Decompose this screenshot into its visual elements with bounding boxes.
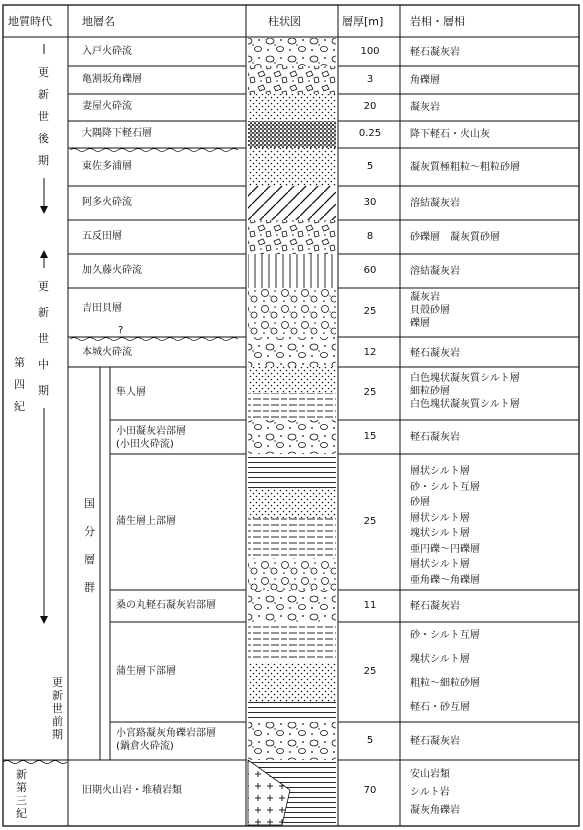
lithology-text: 軽石凝灰岩 [410,432,460,443]
lithology-text: 凝灰岩 貝殻砂層 礫層 [410,292,450,329]
period-middle-pleistocene: 更 新 世 中 期 [38,280,49,397]
formation-name: 蒲生層上部層 [116,516,176,527]
lithology-text: 白色塊状凝灰質シルト層 細粒砂層 白色塊状凝灰質シルト層 [410,373,520,410]
lithology-text: 角礫層 [410,75,440,86]
lithology-text: 凝灰質極粗粒～粗粒砂層 [410,162,520,173]
thickness-value: 25 [363,516,377,527]
thickness-value: 0.25 [358,128,382,139]
thickness-value: 100 [360,46,380,57]
formation-name: 桑の丸軽石凝灰岩部層 [116,600,216,611]
thickness-value: 70 [363,785,377,796]
lithology-column-patterns [248,38,336,825]
lithology-text: 軽石凝灰岩 [410,47,460,58]
thickness-value: 3 [366,74,374,85]
lithology-text: 軽石凝灰岩 [410,736,460,747]
thickness-value: 15 [363,431,377,442]
thickness-value: 25 [363,306,377,317]
formation-name: 加久藤火砕流 [82,265,142,276]
lithology-text: 溶結凝灰岩 [410,266,460,277]
formation-name: 亀割坂角礫層 [82,74,142,85]
lithology-text: 降下軽石・火山灰 [410,129,490,140]
lithology-text: 軽石凝灰岩 [410,348,460,359]
thickness-value: 25 [363,387,377,398]
thickness-value: 12 [363,347,377,358]
thickness-value: 30 [363,197,377,208]
thickness-value: 5 [366,735,374,746]
lithology-text: 溶結凝灰岩 [410,198,460,209]
header-thickness: 層厚[m] [342,15,384,28]
lithology-text: 砂礫層 凝灰質砂層 [410,232,500,243]
formation-name: 東佐多浦層 [82,161,132,172]
formation-name: 五反田層 [82,231,122,242]
period-quaternary: 第 四 紀 [14,356,25,413]
period-early-pleistocene: 更 新 世 前 期 [52,676,63,741]
lithology-text: 凝灰岩 [410,102,440,113]
formation-name: 旧期火山岩・堆積岩類 [82,785,182,796]
lithology-text: 軽石凝灰岩 [410,601,460,612]
kokubu-group-label: 国 分 層 群 [84,497,95,594]
formation-name: 隼人層 [116,387,146,398]
period-late-pleistocene: 更 新 世 後 期 [38,66,49,167]
thickness-value: 5 [366,161,374,172]
thickness-value: 8 [366,231,374,242]
thickness-value: 25 [363,666,377,677]
uncertainty-mark: ? [118,325,124,336]
thickness-value: 60 [363,265,377,276]
period-tertiary: 新 第 三 紀 [16,768,27,820]
header-formation: 地層名 [82,15,115,28]
formation-name: 本城火砕流 [82,347,132,358]
formation-name: 小田凝灰岩部層 (小田火砕流) [116,426,186,450]
lithology-text: 砂・シルト互層 塊状シルト層 粗粒～細粒砂層 軽石・砂互層 [410,630,480,713]
lithology-text: 層状シルト層 砂・シルト互層 砂層 層状シルト層 塊状シルト層 亜円礫～円礫層 層状シルト層 亜角礫～角礫層 [410,466,480,586]
formation-name: 蒲生層下部層 [116,666,176,677]
formation-name: 妻屋火砕流 [82,101,132,112]
header-period: 地質時代 [8,15,52,28]
formation-name: 小宮路凝灰角礫岩部層 (鍋倉火砕流) [116,728,216,752]
thickness-value: 20 [363,101,377,112]
formation-name: 阿多火砕流 [82,197,132,208]
formation-name: 入戸火砕流 [82,46,132,57]
lithology-text: 安山岩類 シルト岩 凝灰角礫岩 [410,769,460,816]
header-column: 柱状図 [268,15,301,28]
formation-name: 大隅降下軽石層 [82,128,152,139]
formation-name: 吉田貝層 [82,303,122,314]
header-lithology: 岩相・層相 [410,15,465,28]
thickness-value: 11 [363,600,377,611]
